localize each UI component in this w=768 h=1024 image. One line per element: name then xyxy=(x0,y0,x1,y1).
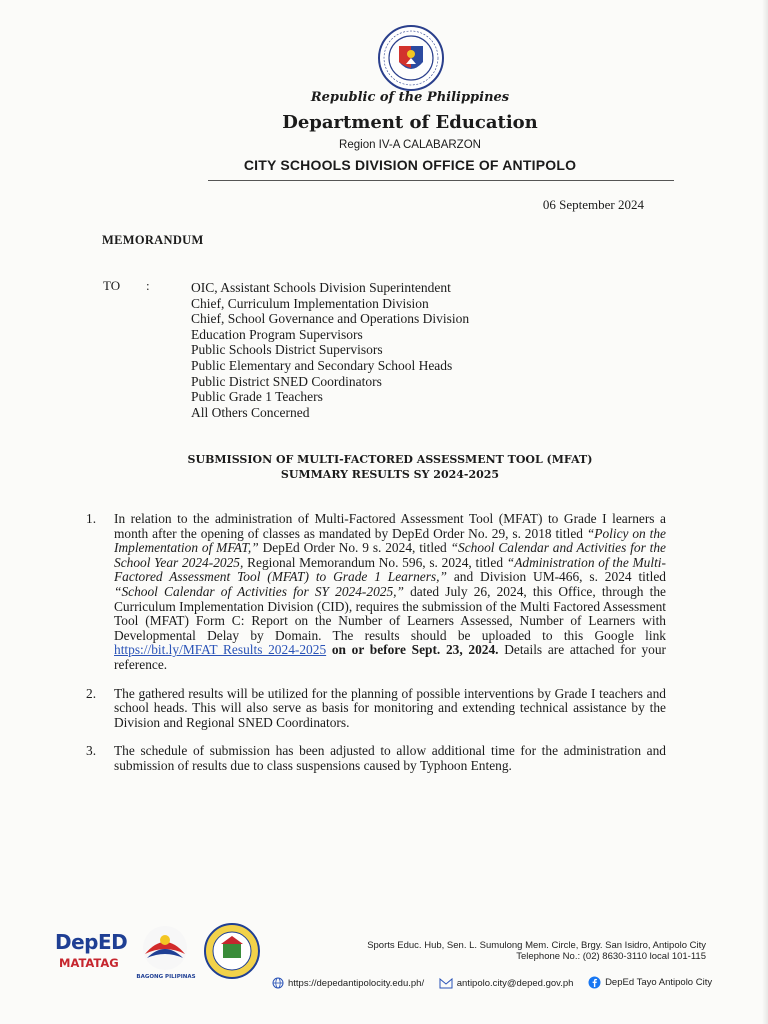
office-address xyxy=(367,940,706,962)
region-heading: Region IV-A CALABARZON xyxy=(339,139,481,151)
matatag-logo-text: MATATAG xyxy=(59,956,119,970)
deped-logo-text: DepED xyxy=(55,930,128,954)
email-contact[interactable] xyxy=(439,977,574,989)
recipient-list xyxy=(191,280,469,420)
subject-line-2: SUMMARY RESULTS SY 2024-2025 xyxy=(280,468,500,481)
memo-paragraph-1 xyxy=(86,512,666,673)
memo-paragraph-2 xyxy=(86,687,666,731)
recipient-item: Public Schools District Supervisors xyxy=(191,342,383,358)
bagong-pilipinas-logo-icon xyxy=(135,920,195,980)
department-heading: Department of Education xyxy=(282,112,538,133)
mail-icon xyxy=(439,977,453,989)
recipient-item: Public Grade 1 Teachers xyxy=(191,389,323,405)
cited-title: “School Calendar and Activities for the School Year 2024-2025, xyxy=(114,540,667,570)
bagong-pilipinas-text: BAGONG PILIPINAS xyxy=(136,974,196,980)
header-divider xyxy=(208,180,674,181)
deadline-text: on or before Sept. 23, 2024. xyxy=(326,642,499,658)
text-run: DepEd Order No. 9 s. 2024, titled xyxy=(258,540,451,556)
cited-title: “Policy on the Implementation of MFAT,” xyxy=(114,525,666,556)
email-address: antipolo.city@deped.gov.ph xyxy=(456,977,574,989)
facebook-contact[interactable] xyxy=(588,976,712,989)
to-label: TO xyxy=(103,278,121,293)
deped-seal-icon xyxy=(377,24,445,92)
paragraph-text: The schedule of submission has been adjusted to allow additional time for the administration and submission of results due to class suspensions caused by Typhoon Enteng. xyxy=(114,743,666,773)
telephone-line: Telephone No.: (02) 8630-3110 local 101-115 xyxy=(516,951,706,962)
facebook-name: DepEd Tayo Antipolo City xyxy=(605,977,713,988)
website-contact[interactable] xyxy=(272,977,424,989)
text-run: Details are attached for your reference. xyxy=(114,642,666,672)
text-run: dated July 26, 2024, this Office, through the Curriculum Implementation Division (CID), requires the submission of the Multi Factored Assessment Tool (MFAT) Form C: Report on the Number of Learners Assessed, Number of Learners with Developmental Delay by Domain. The results should be uploaded to this Google link xyxy=(114,583,666,643)
paragraph-number: 3. xyxy=(86,743,97,759)
memo-label: MEMORANDUM xyxy=(102,233,204,247)
office-heading: CITY SCHOOLS DIVISION OFFICE OF ANTIPOLO xyxy=(243,157,577,173)
to-colon: : xyxy=(146,278,150,293)
recipient-item: All Others Concerned xyxy=(191,404,310,420)
address-line: Sports Educ. Hub, Sen. L. Sumulong Mem. Circle, Brgy. San Isidro, Antipolo City xyxy=(367,940,706,951)
text-run: and Division UM-466, s. 2024 titled xyxy=(446,569,666,585)
memo-body xyxy=(86,512,666,788)
paragraph-number: 1. xyxy=(86,511,97,526)
facebook-icon xyxy=(588,976,601,989)
republic-heading: Republic of the Philippines xyxy=(310,90,510,105)
text-run: Regional Memorandum No. 596, s. 2024, titled xyxy=(243,554,507,570)
scan-edge-shadow xyxy=(762,0,768,1024)
deped-matatag-logo xyxy=(55,926,128,982)
paragraph-number: 2. xyxy=(86,685,97,701)
cited-title: “Administration of the Multi-Factored Assessment Tool (MFAT) to Grade 1 Learners,” xyxy=(114,554,666,585)
paragraph-text: The gathered results will be utilized for the planning of possible interventions by Grade I teachers and school heads. This will also serve as basis for monitoring and extending technical assistance by the Division and Regional SNED Coordinators. xyxy=(114,685,666,730)
recipient-item: Chief, Curriculum Implementation Division xyxy=(191,295,429,311)
footer-contacts xyxy=(272,976,724,992)
memo-paragraph-3 xyxy=(86,744,666,773)
website-url: https://depedantipolocity.edu.ph/ xyxy=(288,977,425,989)
paragraph-text xyxy=(114,512,666,673)
recipient-item: Public District SNED Coordinators xyxy=(191,373,382,389)
text-run: In relation to the administration of Multi-Factored Assessment Tool (MFAT) to Grade I learners a month after the opening of classes as mandated by DepEd Order No. 29, s. 2018 titled xyxy=(114,511,666,541)
subject-line-1: SUBMISSION OF MULTI-FACTORED ASSESSMENT TOOL (MFAT) xyxy=(187,453,593,466)
globe-icon xyxy=(272,977,284,989)
cited-title: “School Calendar of Activities for SY 2024-2025,” xyxy=(114,583,404,599)
google-form-link[interactable]: https://bit.ly/MFAT Results 2024-2025 xyxy=(114,642,327,658)
recipient-item: OIC, Assistant Schools Division Superintendent xyxy=(191,280,451,295)
division-seal-icon xyxy=(203,922,261,980)
recipient-item: Public Elementary and Secondary School Heads xyxy=(191,357,453,373)
recipient-item: Education Program Supervisors xyxy=(191,326,363,342)
recipient-item: Chief, School Governance and Operations Division xyxy=(191,311,470,327)
memo-subject xyxy=(110,452,670,482)
memo-date: 06 September 2024 xyxy=(542,197,644,212)
